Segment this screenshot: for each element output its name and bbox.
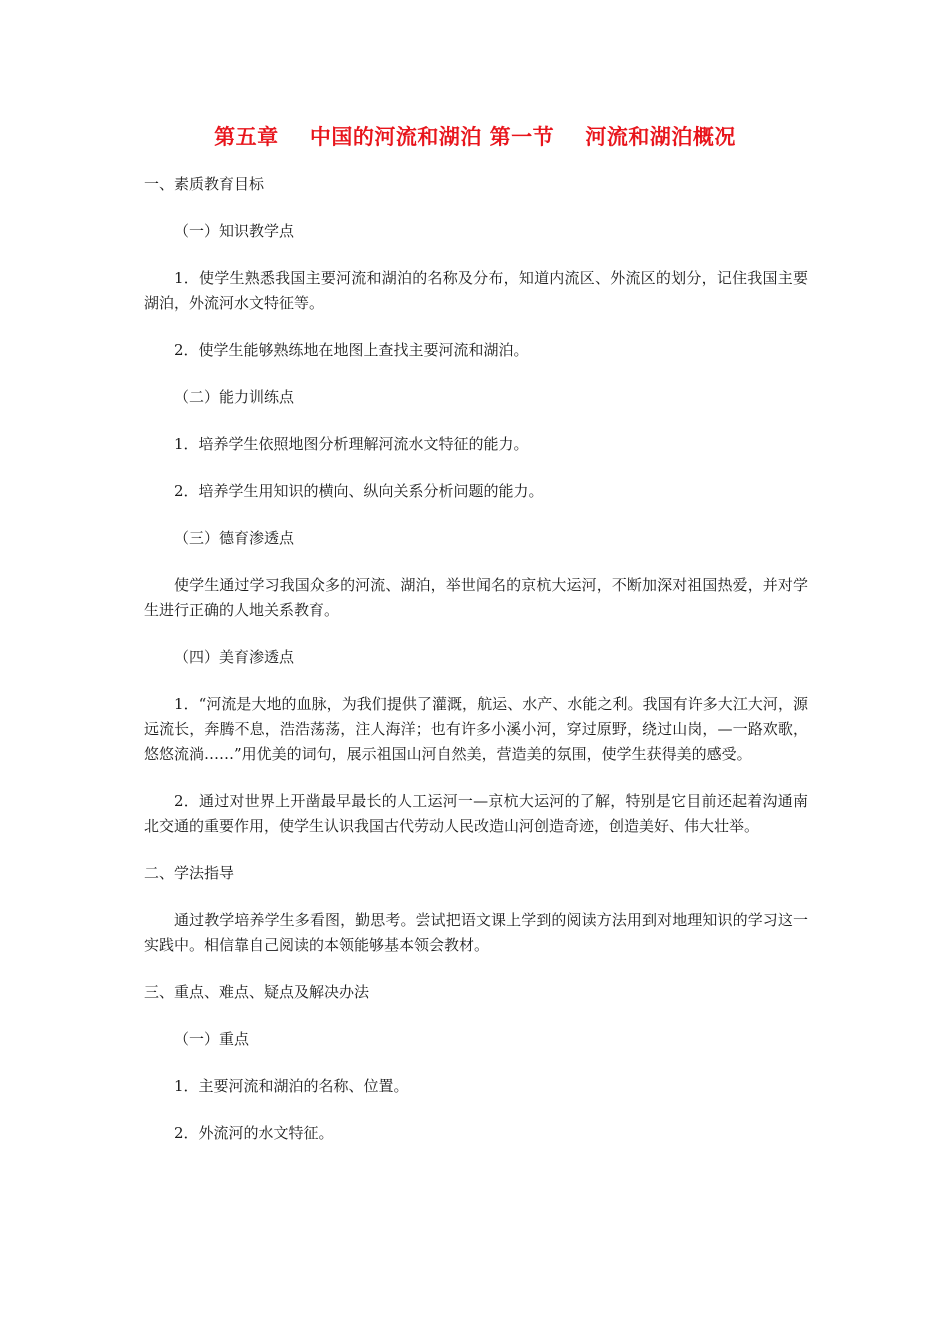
- paragraph: 2．外流河的水文特征。: [174, 1124, 334, 1142]
- section-heading-learning-method: 二、学法指导: [144, 864, 235, 882]
- subheading-aesthetic-points: （四）美育渗透点: [174, 648, 295, 666]
- subheading-moral-points: （三）德育渗透点: [174, 529, 295, 547]
- paragraph: 2．培养学生用知识的横向、纵向关系分析问题的能力。: [174, 482, 544, 500]
- paragraph: 1．培养学生依照地图分析理解河流水文特征的能力。: [174, 435, 529, 453]
- subheading-ability-points: （二）能力训练点: [174, 388, 295, 406]
- document-title: 第五章 中国的河流和湖泊 第一节 河流和湖泊概况: [214, 125, 736, 149]
- subheading-knowledge-points: （一）知识教学点: [174, 222, 295, 240]
- paragraph: 2．使学生能够熟练地在地图上查找主要河流和湖泊。: [174, 341, 529, 359]
- paragraph: 1．使学生熟悉我国主要河流和湖泊的名称及分布，知道内流区、外流区的划分，记住我国主要湖泊，外流河水文特征等。: [144, 269, 808, 312]
- section-heading-key-points: 三、重点、难点、疑点及解决办法: [144, 983, 370, 1001]
- paragraph: 通过教学培养学生多看图，勤思考。尝试把语文课上学到的阅读方法用到对地理知识的学习这一实践中。相信靠自己阅读的本领能够基本领会教材。: [144, 911, 808, 954]
- paragraph: 1．“河流是大地的血脉，为我们提供了灌溉，航运、水产、水能之利。我国有许多大江大河，源远流长，奔腾不息，浩浩荡荡，注人海洋；也有许多小溪小河，穿过原野，绕过山岗，—一路欢歌，悠悠流淌……”用优美的词句，展示祖国山河自然美，营造美的氛围，使学生获得美的感受。: [144, 695, 808, 763]
- section-heading-quality-goals: 一、素质教育目标: [144, 175, 265, 193]
- paragraph: 1．主要河流和湖泊的名称、位置。: [174, 1077, 409, 1095]
- document-body: [144, 172, 808, 1168]
- paragraph: 2．通过对世界上开凿最早最长的人工运河一—京杭大运河的了解，特别是它目前还起着沟通南北交通的重要作用，使学生认识我国古代劳动人民改造山河创造奇迹，创造美好、伟大壮举。: [144, 792, 808, 835]
- subheading-focus: （一）重点: [174, 1030, 250, 1048]
- paragraph: 使学生通过学习我国众多的河流、湖泊，举世闻名的京杭大运河，不断加深对祖国热爱，并对学生进行正确的人地关系教育。: [144, 576, 808, 619]
